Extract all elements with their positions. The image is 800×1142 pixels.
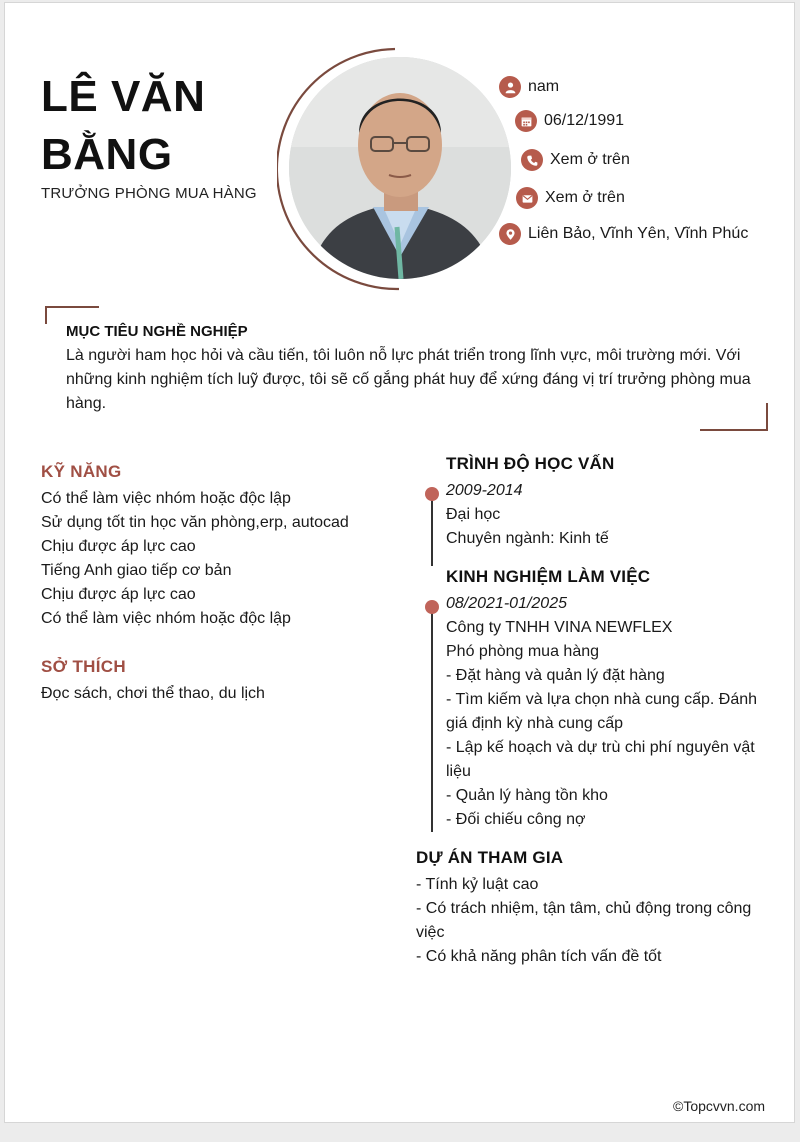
experience-duty: liệu: [446, 763, 471, 780]
experience-duty: - Lập kế hoạch và dự trù chi phí nguyên vật: [446, 739, 755, 756]
experience-duty: - Tìm kiếm và lựa chọn nhà cung cấp. Đánh: [446, 691, 758, 708]
contact-email: [516, 187, 625, 209]
skill-item: Chịu được áp lực cao: [41, 538, 196, 555]
hobbies-title: SỞ THÍCH: [41, 657, 126, 676]
mail-icon: [516, 187, 538, 209]
experience-period: 08/2021-01/2025: [446, 595, 567, 612]
cv-page: [4, 2, 795, 1123]
skill-item: Chịu được áp lực cao: [41, 586, 196, 603]
calendar-icon: [515, 110, 537, 132]
objective-text: [66, 344, 766, 416]
projects-title: DỰ ÁN THAM GIA: [416, 848, 564, 867]
map-pin-icon: [499, 223, 521, 245]
hobbies-text: Đọc sách, chơi thể thao, du lịch: [41, 685, 265, 702]
project-line: - Tính kỷ luật cao: [416, 876, 539, 893]
person-icon: [499, 76, 521, 98]
objective-line: những kinh nghiệm tích luỹ được, tôi sẽ cố gắng phát huy để xứng đáng vị trí trưởng phòng mua: [66, 371, 751, 388]
skills-list: [41, 487, 401, 631]
project-line: - Có khả năng phân tích vấn đề tốt: [416, 948, 662, 965]
skill-item: Có thể làm việc nhóm hoặc độc lập: [41, 610, 291, 627]
experience-timeline-dot: [425, 600, 439, 614]
experience-timeline-line: [431, 606, 433, 832]
education-level: Đại học: [446, 506, 501, 523]
job-title: TRƯỞNG PHÒNG MUA HÀNG: [41, 185, 257, 202]
project-line: việc: [416, 924, 445, 941]
hobbies-text-wrap: [41, 682, 401, 706]
experience-position: Phó phòng mua hàng: [446, 643, 600, 660]
objective-line: hàng.: [66, 395, 107, 412]
email-text: Xem ở trên: [545, 189, 625, 206]
contact-birthday: [515, 110, 624, 132]
education-period: 2009-2014: [446, 482, 523, 499]
name-line-2: BẰNG: [41, 130, 173, 179]
experience-duty: - Đối chiếu công nợ: [446, 811, 586, 828]
education-title: TRÌNH ĐỘ HỌC VẤN: [446, 454, 615, 473]
skill-item: Tiếng Anh giao tiếp cơ bản: [41, 562, 232, 579]
contact-gender: [499, 76, 559, 98]
projects-list: [416, 873, 776, 969]
experience-duty: - Đặt hàng và quản lý đặt hàng: [446, 667, 665, 684]
education-entry: [446, 479, 766, 551]
skill-item: Sử dụng tốt tin học văn phòng,erp, autocad: [41, 514, 349, 531]
experience-company: Công ty TNHH VINA NEWFLEX: [446, 619, 673, 636]
profile-photo: [289, 57, 511, 279]
contact-phone: [521, 149, 630, 171]
profile-photo-frame: [277, 47, 521, 291]
person-portrait: [289, 57, 511, 279]
birthday-text: 06/12/1991: [544, 112, 625, 129]
name-line-1: LÊ VĂN: [41, 72, 206, 121]
contact-address: [499, 223, 748, 245]
experience-title: KINH NGHIỆM LÀM VIỆC: [446, 567, 651, 586]
education-timeline-line: [431, 493, 433, 566]
address-text: Liên Bảo, Vĩnh Yên, Vĩnh Phúc: [528, 225, 749, 242]
objective-bracket-top-left: [45, 306, 99, 324]
gender-text: nam: [528, 78, 560, 95]
experience-duty: giá định kỳ nhà cung cấp: [446, 715, 624, 732]
project-line: - Có trách nhiệm, tận tâm, chủ động trong công: [416, 900, 752, 917]
education-major: Chuyên ngành: Kinh tế: [446, 530, 609, 547]
experience-entry: [446, 592, 776, 832]
objective-title: MỤC TIÊU NGHỀ NGHIỆP: [66, 323, 248, 340]
education-timeline-dot: [425, 487, 439, 501]
experience-duty: - Quản lý hàng tồn kho: [446, 787, 608, 804]
skill-item: Có thể làm việc nhóm hoặc độc lập: [41, 490, 291, 507]
phone-text: Xem ở trên: [550, 151, 630, 168]
objective-line: Là người ham học hỏi và cầu tiến, tôi luôn nỗ lực phát triển trong lĩnh vực, môi trường mới. Với: [66, 347, 741, 364]
phone-icon: [521, 149, 543, 171]
skills-title: KỸ NĂNG: [41, 462, 122, 481]
footer-credit: ©Topcvvn.com: [673, 1098, 766, 1114]
objective-bracket-bottom-right: [700, 403, 768, 431]
